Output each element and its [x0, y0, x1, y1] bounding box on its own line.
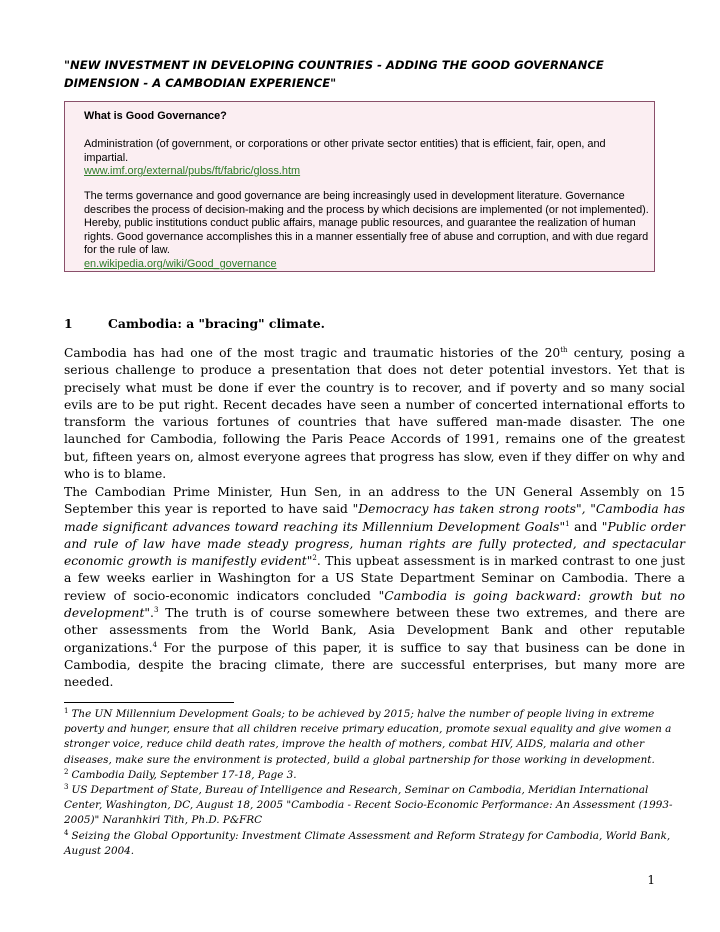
paragraph-2-text-3: " — [306, 554, 313, 569]
paragraph-2-text-1: The Cambodian Prime Minister, Hun Sen, in an address to the UN General Assembly on 15 September this year is reported to have said — [64, 485, 685, 517]
footnote-ref-2[interactable]: 2 — [312, 554, 317, 563]
section-title: Cambodia: a "bracing" climate. — [108, 316, 325, 331]
footnote-2-mark: 2 — [64, 767, 69, 776]
ordinal-superscript: th — [560, 346, 568, 354]
imf-glossary-link[interactable]: www.imf.org/external/pubs/ft/fabric/gloss.htm — [84, 165, 301, 178]
box-heading: What is Good Governance? — [84, 110, 227, 122]
footnote-1 — [64, 707, 674, 768]
quote-3: Cambodia is going backward: growth but no development" — [64, 588, 685, 621]
footnote-3-mark: 3 — [64, 783, 69, 792]
paragraph-2-text-7: For the purpose of this paper, it is suffice to say that business can be done in Cambodia, despite the bracing climate, there are successful enterprises, but many more are needed. — [64, 640, 685, 690]
paragraph-2-text-2: and — [569, 519, 602, 534]
footnotes — [64, 707, 674, 859]
footnote-3 — [64, 783, 674, 829]
document-title: "NEW INVESTMENT IN DEVELOPING COUNTRIES - ADDING THE GOOD GOVERNANCE DIMENSION - A CAMBODIAN EXPERIENCE" — [64, 58, 604, 90]
section-heading — [64, 316, 325, 331]
paragraph-1-rest: century, posing a serious challenge to produce a presentation that does not deter potential investors. Yet that is precisely what must be done if ever the country is to recover, and if poverty and so many social evils are to be put right. Recent decades have seen a number of concerted international efforts to transform the various fortunes of countries that have suffered man-made disaster. The one launched for Cambodia, following the Paris Peace Accords of 1991, remains one of the greatest but, fifteen years on, almost everyone agrees that progress has slow, even if they differ on why and who is to blame. — [64, 346, 685, 482]
footnote-2 — [64, 768, 674, 783]
paragraph-2 — [64, 484, 685, 692]
definition-2 — [84, 190, 650, 272]
definition-1 — [84, 138, 650, 179]
footnote-ref-1[interactable]: 1 — [565, 519, 570, 528]
footnote-2-text: Cambodia Daily, September 17-18, Page 3. — [71, 768, 297, 781]
footnote-4 — [64, 829, 674, 859]
paragraph-1 — [64, 345, 685, 483]
footnote-1-mark: 1 — [64, 707, 69, 715]
quote-2: "Public order and rule of law have made steady progress, human rights are fully protected, and spectacular economic growth is manifestly evident — [64, 519, 685, 569]
page-number: 1 — [647, 873, 655, 887]
footnote-4-mark: 4 — [64, 828, 69, 837]
footnote-3-text: US Department of State, Bureau of Intelligence and Research, Seminar on Cambodia, Meridian International Center, Washington, DC, August 18, 2005 "Cambodia - Recent Socio-Economic Performance: An Assessment (1993-2005)" Naranhkiri Tith, Ph.D. P&FRC — [64, 784, 673, 827]
good-governance-box — [64, 101, 655, 272]
footnote-ref-4[interactable]: 4 — [152, 640, 158, 649]
paragraph-2-text-5: . — [150, 606, 154, 621]
footnote-1-text: The UN Millennium Development Goals; to be achieved by 2015; halve the number of people living in extreme poverty and hunger, ensure that all children receive primary education, promote sexual equality and give women a stronger voice, reduce child death rates, improve the health of mothers, combat HIV, AIDS, malaria and other diseases, make sure the environment is protected, build a global partnership for those working in development. — [64, 708, 672, 766]
quote-1: "Democracy has taken strong roots", "Cambodia has made significant advances toward reaching its Millennium Development Goals" — [64, 502, 685, 534]
section-number: 1 — [64, 316, 73, 331]
paragraph-2-text-6: The truth is of course somewhere between these two extremes, and there are other assessments from the World Bank, Asia Development Bank and other reputable organizations. — [64, 606, 685, 655]
wikipedia-good-governance-link[interactable]: en.wikipedia.org/wiki/Good_governance — [84, 257, 277, 270]
footnote-ref-3[interactable]: 3 — [153, 606, 159, 615]
paragraph-1-start: Cambodia has had one of the most tragic and traumatic histories of the 20 — [64, 346, 561, 360]
footnote-4-text: Seizing the Global Opportunity: Investment Climate Assessment and Reform Strategy for Cambodia, World Bank, August 2004. — [64, 829, 671, 857]
footnote-divider — [64, 702, 234, 703]
definition-2-text: The terms governance and good governance are being increasingly used in development literature. Governance describes the process of decision-making and the process by which decisions are implemented (or not implemented). Hereby, public institutions conduct public affairs, manage public resources, and guarantee the realization of human rights. Good governance accomplishes this in a manner essentially free of abuse and corruption, and with due regard for the rule of law. — [84, 190, 649, 257]
paragraph-2-text-4: . This upbeat assessment is in marked contrast to one just a few weeks earlier in Washington for a US State Department Seminar on Cambodia. There a review of socio-economic indicators concluded " — [64, 554, 685, 603]
definition-1-text: Administration (of government, or corporations or other private sector entities) that is efficient, fair, open, and impartial. — [84, 138, 606, 164]
